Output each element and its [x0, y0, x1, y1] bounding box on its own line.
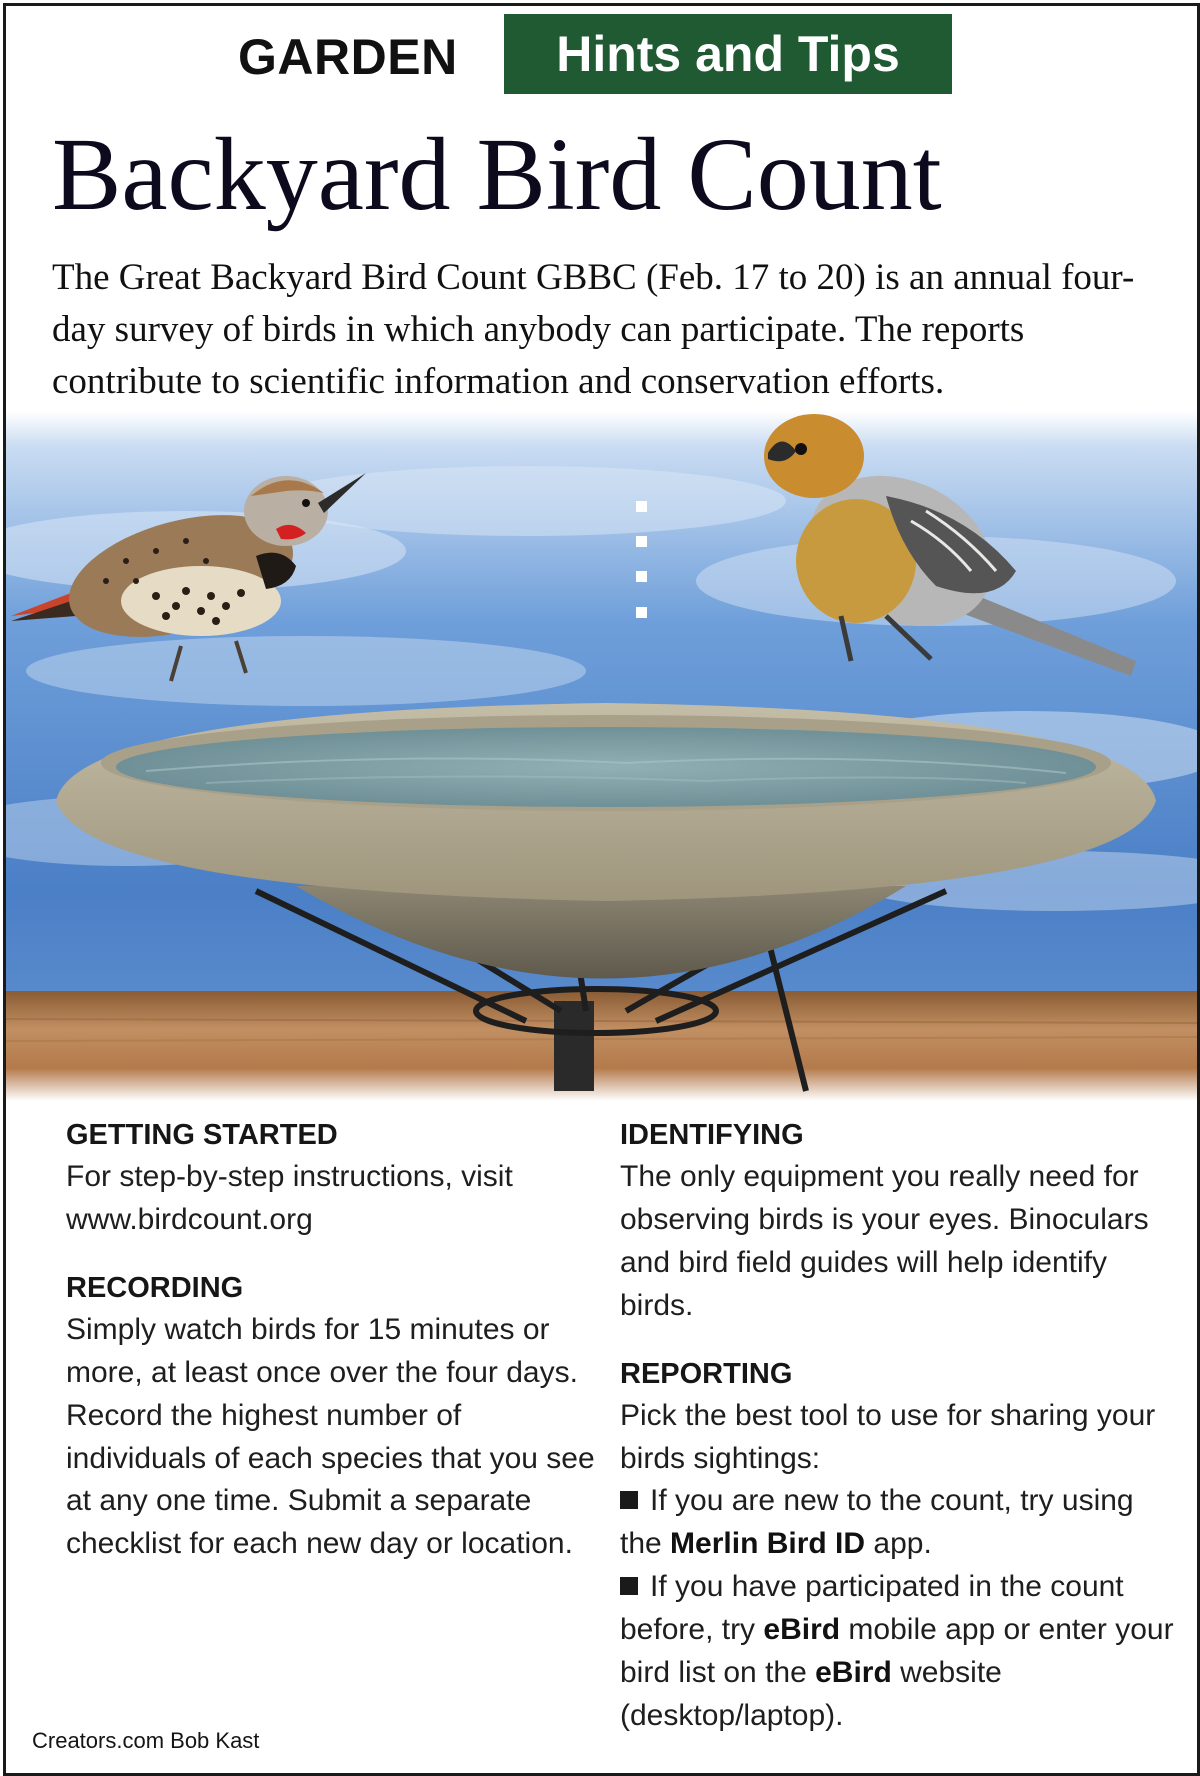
merlin-bird-id-label: Merlin Bird ID [670, 1527, 866, 1561]
identifying-text: The only equipment you really need for observing birds is your eyes. Binoculars and bird field guides will help identify birds. [620, 1160, 1149, 1322]
getting-started-title: GETTING STARTED [66, 1119, 338, 1151]
getting-started-text [66, 1156, 606, 1242]
square-bullet-icon [620, 1491, 638, 1509]
bullet1-text: If you are new to the count, try using the [620, 1484, 1134, 1561]
credit-line: Creators.com Bob Kast [32, 1728, 260, 1753]
reporting-bullet-merlin [620, 1480, 1180, 1566]
bullet2-text-mid: mobile app or enter your bird list on the [620, 1613, 1174, 1689]
article-frame [3, 3, 1200, 1776]
hints-tips-tag: Hints and Tips [504, 14, 952, 94]
header [6, 12, 1197, 94]
getting-started-line: For step-by-step instructions, visit [66, 1160, 513, 1194]
section-kicker: GARDEN [238, 29, 458, 85]
reporting-intro: Pick the best tool to use for sharing your birds sightings: [620, 1398, 1156, 1475]
left-column [66, 1114, 606, 1591]
bullet2-text-end: website (desktop/laptop). [620, 1656, 1002, 1732]
bullet2-text: If you have participated in the count before, try [620, 1570, 1124, 1647]
bird-bath-illustration [6, 411, 1197, 1101]
bullet1-text-end: app. [865, 1527, 932, 1561]
reporting-title: REPORTING [620, 1357, 793, 1390]
birdcount-url: www.birdcount.org [66, 1202, 313, 1236]
recording-section [66, 1267, 606, 1566]
recording-text: Simply watch birds for 15 minutes or more, at least once over the four days. Record the highest number of individuals of each species that you see at any one time. Submit a separate checklist for each new day or location. [66, 1312, 595, 1561]
identifying-section [620, 1114, 1180, 1328]
getting-started-section [66, 1114, 606, 1242]
reporting-section [620, 1353, 1180, 1738]
reporting-bullet-ebird [620, 1566, 1180, 1738]
intro-paragraph: The Great Backyard Bird Count GBBC (Feb. 17 to 20) is an annual four-day survey of birds in which anybody can participate. The reports contribute to scientific information and conservation efforts. [52, 257, 1135, 402]
recording-title: RECORDING [66, 1271, 244, 1304]
right-column [620, 1114, 1180, 1763]
ebird-website-label: eBird [815, 1656, 892, 1689]
headline: Backyard Bird Count [52, 117, 942, 232]
bird-bath-photo [6, 411, 1197, 1101]
ebird-label: eBird [763, 1613, 841, 1647]
identifying-title: IDENTIFYING [620, 1119, 804, 1151]
square-bullet-icon [620, 1577, 638, 1595]
